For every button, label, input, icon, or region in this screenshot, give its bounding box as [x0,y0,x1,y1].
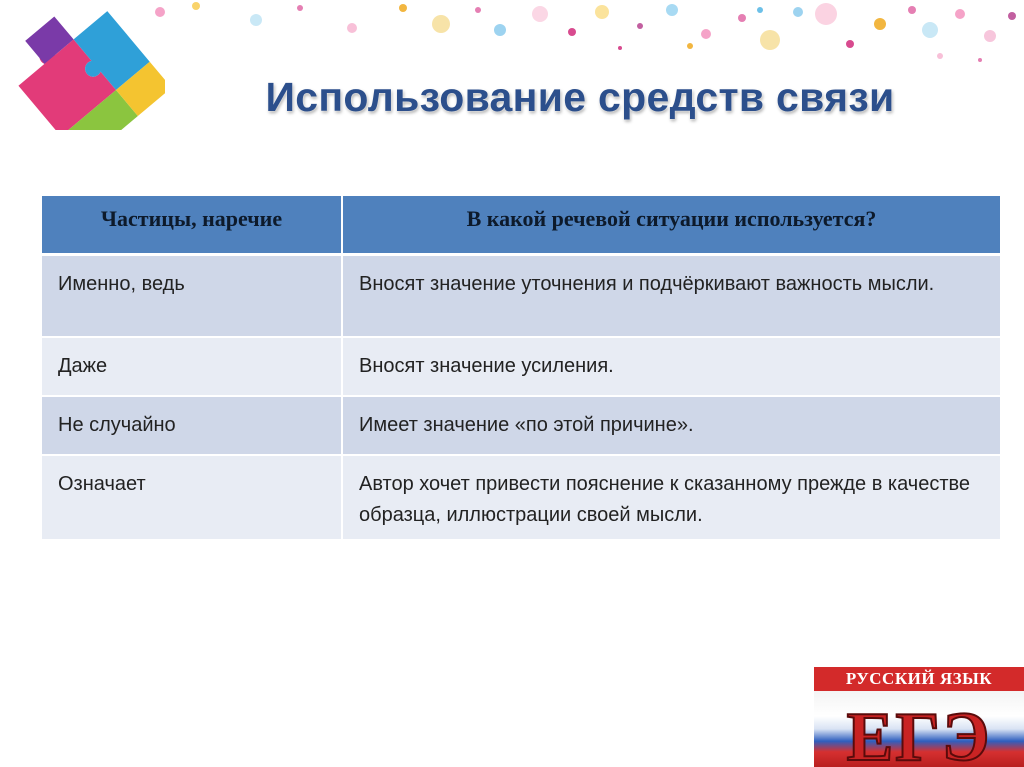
connectives-table [42,196,1000,541]
puzzle-pieces-icon [0,0,165,130]
usage-cell: Вносят значение усиления. [342,337,1000,396]
term-cell: Не случайно [42,396,342,455]
table-row [42,337,1000,396]
header-usage: В какой речевой ситуации используется? [342,196,1000,254]
table-row [42,254,1000,337]
usage-cell: Автор хочет привести пояснение к сказанному прежде в качестве образца, иллюстрации своей мысли. [342,455,1000,540]
badge-exam-label: ЕГЭ [846,699,992,767]
term-cell: Именно, ведь [42,254,342,337]
term-cell: Означает [42,455,342,540]
term-cell: Даже [42,337,342,396]
badge-subject-label: РУССКИЙ ЯЗЫК [814,667,1024,691]
usage-cell: Вносят значение уточнения и подчёркивают важность мысли. [342,254,1000,337]
table-row [42,396,1000,455]
usage-cell: Имеет значение «по этой причине». [342,396,1000,455]
badge-body [814,691,1024,767]
table-header-row [42,196,1000,254]
table-row [42,455,1000,540]
slide-title: Использование средств связи [265,74,895,120]
ege-badge [814,667,1024,767]
header-term: Частицы, наречие [42,196,342,254]
